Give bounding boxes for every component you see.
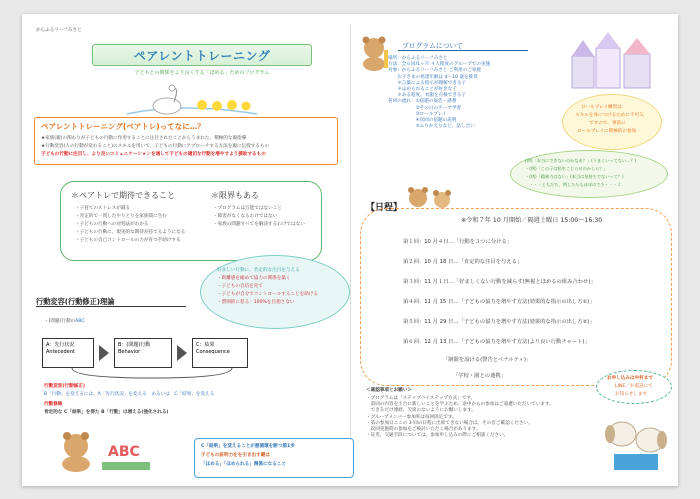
arrow-a-b [99, 345, 109, 361]
program-line-2: 方法：全６回/1ヶ月 ４人程度のグループでの実施 [388, 62, 491, 68]
dogs-illustration [600, 410, 672, 476]
expect-limits-box [60, 181, 322, 261]
notes-line-6: 次回実施時の参加をご検討いただく場合があります。 [366, 426, 481, 432]
program-line-7: ＊ある程度、衣服を点検できる子 [388, 93, 467, 99]
notes-line-4: ・グループメンバー参加率は毎回固定です。 [366, 414, 457, 420]
teal-bubble-line-3: ・子どもの自信を育て [217, 284, 263, 289]
abc-letters: ABC [108, 444, 140, 460]
limits-item-1: ・プログラムは万能ではないこと [213, 206, 282, 211]
org-name: からふるリーフみさと [36, 28, 82, 33]
consequence-box [192, 338, 248, 368]
limits-item-3: ・家族の問題すべてを解決するわけではない [213, 222, 305, 227]
what-is-box [34, 117, 338, 165]
theory-note-title: 行動変容(行動修正) [44, 384, 85, 389]
positive-attention-bubble [200, 255, 350, 329]
consequence-label: C：結果 [196, 342, 215, 348]
program-line-3: 対象：からふるリーフみさと ご利用のご家庭 [388, 68, 482, 74]
program-line-4: お子さまの発達年齢は 4〜10 歳を推奨 [388, 74, 478, 80]
examples-line-3: ・(例)「精神力はない」(本当は気持ちでないって？) [525, 174, 624, 179]
theory-underline [36, 306, 186, 307]
examples-bubble [510, 150, 668, 198]
behavior-en: Behavior [118, 349, 141, 355]
expect-item-1: ・子育てのストレスが減る [75, 206, 130, 211]
expect-item-5: ・子どもの自己コントロールの力が育つ手助けする [75, 238, 181, 243]
consequence-en: Consequence [196, 349, 230, 355]
what-is-line-3: 子どもの行動に注目し、より良いコミュニケーションを通して子どもの適切な行動を増やすよう援助するもの [41, 152, 266, 157]
expect-item-3: ・子どもの行動への対処法がわかる [75, 222, 149, 227]
behavior-label: B：(問題)行動 [118, 342, 151, 348]
what-is-heading: ペアレントトレーニング(ペアトレ)ってなに…？ [41, 122, 205, 131]
schedule-row-1: 第１回：10 月４日…「行動を３つに分ける」 [403, 239, 513, 245]
schedule-heading: 【日程】 [366, 203, 403, 213]
schedule-row-4: 第４回：11 月 15 日…「子どもの協力を増やす方法(効果的な指示の出し方①)」 [403, 299, 595, 305]
schedule-box [360, 208, 672, 386]
flyer-sheet [22, 14, 678, 486]
program-heading-line [398, 50, 528, 51]
examples-line-1: (例)「本当にできないのかなあ？」(うまくいってない…？) [525, 158, 637, 163]
notes-line-1: ・プログラムは「ステップバイステップ方式」です。 [366, 396, 476, 401]
theory-sub-abc: ABC [75, 319, 85, 324]
roleplay-line-1: ロールプレイ練習は [581, 105, 622, 110]
program-line-12: ⑤ふりかえりなど、話し合い [388, 124, 475, 130]
limits-item-2: ・障害がなくなるわけではない [213, 214, 278, 219]
program-line-5: ＊言葉による指示が理解できる子 [388, 80, 467, 86]
program-line-1: 場所：からふるリーフみさと [388, 56, 448, 61]
column-divider [350, 24, 351, 479]
examples-line-4: ・・・ともだち、例したたもほぼので少・・・２ [525, 182, 622, 187]
contact-line-1: お申し込みは中村まで [607, 376, 653, 381]
program-line-9: ②その日のテーマ学習 [388, 105, 462, 111]
contact-bubble [596, 370, 672, 404]
roleplay-line-3: ですので、事前に [589, 121, 626, 126]
roleplay-bubble [562, 94, 662, 150]
notes-line-2: 前回の内容を土台に新しいことを学ぶため、途中からの参加はご遠慮いただいています。 [366, 402, 554, 408]
page-subtitle: 子どもとの関係をより良くする「ほめる」ためのプログラム [134, 70, 270, 76]
program-heading: プログラムについて [402, 42, 463, 50]
contact-line-3: お知らせします [615, 392, 648, 397]
schedule-row-7: 「制限を設ける(警告とペナルティ)」 [443, 357, 532, 363]
arrow-b-c [177, 345, 187, 361]
callout-line-2: 子どもの証明力をを引き出す鍵は [201, 453, 270, 458]
schedule-row-3: 第３回：11 月１日…「好ましくない行動を減らす(無視とほめるの組み合わせ)」 [403, 279, 596, 285]
swan-chicks-illustration [122, 82, 262, 122]
notes-line-3: できるだけ連続、欠席のないようにお願いします。 [366, 408, 476, 414]
theory-sub-label [44, 319, 85, 325]
what-is-line-2: ★行動変容(人の行動が変わること)のスキルを用いて、子どもの行動にアプローチする方法を親に伝授するもの [41, 144, 270, 149]
schedule-row-8: 「学校・園との連携」 [453, 373, 506, 379]
theory-note-title-2: 行動修飾 [44, 402, 63, 407]
teal-bubble-line-1: 好ましい行動に、肯定的な注目を与える [217, 268, 300, 273]
program-line-6: ＊ほめられることが好きな子 [388, 86, 457, 92]
feedback-loop-arrow [62, 368, 242, 380]
notes-line-7: ・託児、交通手段については、参加申し込みの際にご相談ください。 [366, 433, 509, 439]
teal-bubble-line-5: ・罰則的に怒る：100%を目指さない [217, 300, 295, 305]
limits-heading: ＊限界もある [211, 191, 259, 200]
schedule-row-6: 第６回：12 月 13 日…「子どもの協力を増やす方法(より良い行動チャート)」 [403, 339, 590, 345]
what-is-line-1: ★家族(親)の関わりが子どもの行動に作用することに注目されたことからうまれた、積極的な親指導 [41, 136, 247, 141]
program-line-11: ④次回の宿題の説明 [388, 117, 457, 123]
theory-note-line-1: B「行動」を変えるには、A「先行状況」を変える あるいは C「結果」を変える [44, 392, 215, 397]
program-line-10: ③ロールプレイ [388, 111, 447, 117]
roleplay-line-4: ロールプレイに積極的の参加 [577, 129, 637, 134]
expect-item-2: ・肯定的で一貫したやりとりを家族間に生む [75, 214, 167, 219]
page-title: ペアレントトレーニング [133, 49, 271, 63]
examples-line-2: ・(例)「この子は私をこじらせのかしら？」 [525, 166, 608, 171]
contact-line-2: LINE／お電話にて [615, 384, 653, 389]
behavior-box [114, 338, 172, 368]
callout-line-3: 「ほめる」「ほめられる」関係になること [201, 462, 286, 467]
abc-bear-illustration [52, 424, 162, 474]
roleplay-line-2: スキルを身につけるために不可欠 [575, 113, 644, 118]
antecedent-box [42, 338, 94, 368]
teal-bubble-line-2: ・距離感を縮めて協力の関係を築く [217, 276, 291, 281]
antecedent-label: A：先行状況 [46, 342, 75, 348]
expect-item-4: ・子どもの行動に、現実的な期待が持てるようになる [75, 230, 186, 235]
theory-sub-label-text: ・(問題)行動の [44, 319, 76, 324]
notes-heading: ＜確認事項とお願い＞ [366, 388, 412, 393]
theory-heading: 行動変容(行動修正)理論 [36, 297, 115, 306]
program-details [388, 56, 490, 130]
houses-illustration [568, 32, 658, 90]
title-banner [92, 38, 312, 78]
bottom-callout [194, 438, 354, 478]
notes-list [366, 396, 554, 439]
schedule-row-5: 第５回：11 月 29 日…「子どもの協力を増やす方法(効果的な指示の出し方②)」 [403, 319, 595, 325]
expect-heading: ＊ペアトレで期待できること [71, 191, 175, 200]
notes-line-5: ・第の参加日ここの 3 回の日程に出席できない場合は、その旨ご確認ください。 [366, 420, 533, 426]
schedule-date-line: ※令和７年 10 月開始／隔週土曜日 15:00〜16:30 [461, 217, 603, 224]
antecedent-en: Antecedent [46, 349, 75, 355]
theory-note-line-2: 肯定的な C「結果」を得た B「行動」は増える(強化される) [44, 410, 169, 415]
program-line-8: 各回の流れ：①宿題の報告・感想 [388, 99, 457, 105]
callout-line-1: C「結果」を変えることが悪循環を断つ第1歩 [201, 444, 295, 449]
teal-bubble-line-4: ・子どもが自分でコントロールすることを助ける [217, 292, 318, 297]
schedule-row-2: 第２回：10 月 18 日…「肯定的な注目を与える」 [403, 259, 523, 265]
